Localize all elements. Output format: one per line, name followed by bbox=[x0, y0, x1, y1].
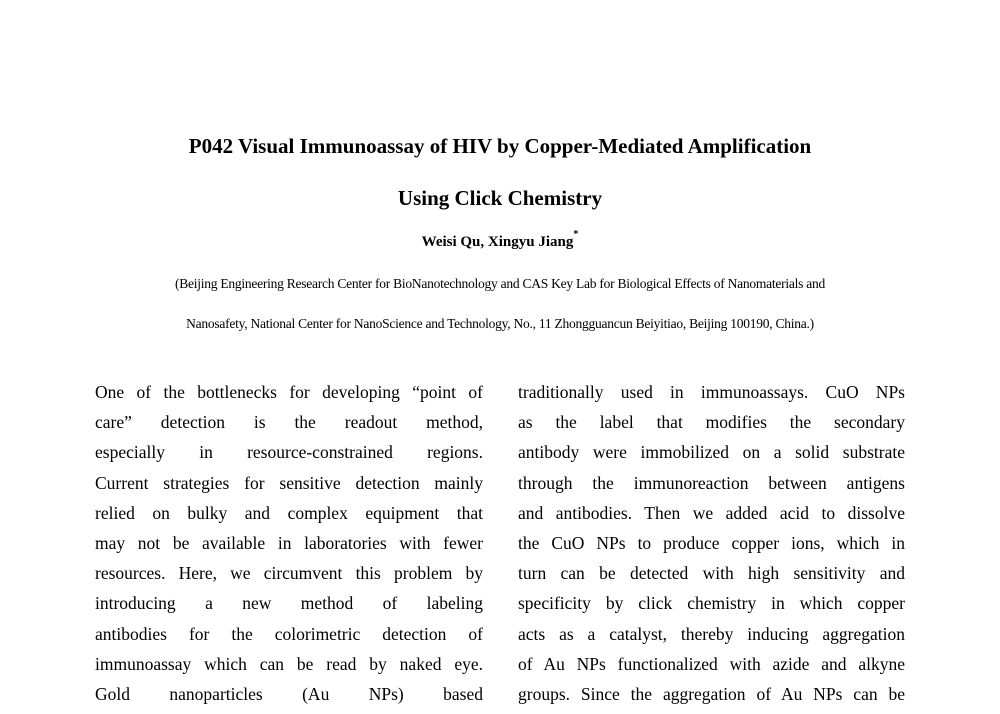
author-names: Weisi Qu, Xingyu Jiang bbox=[421, 234, 574, 250]
text-line: Gold nanoparticles (Au NPs) based bbox=[95, 683, 483, 704]
text-line: Current strategies for sensitive detection mainly bbox=[95, 472, 483, 493]
text-line: antibodies for the colorimetric detection of bbox=[95, 623, 483, 644]
body-column-right bbox=[518, 377, 905, 709]
text-line: resources. Here, we circumvent this problem by bbox=[95, 563, 483, 584]
text-line: acts as a catalyst, thereby inducing aggregation bbox=[518, 623, 905, 644]
affiliation-line-2: Nanosafety, National Center for NanoScience and Technology, No., 11 Zhongguancun Beiyitiao, Beijing 100190, China.) bbox=[186, 316, 814, 331]
text-line: the CuO NPs to produce copper ions, which in bbox=[518, 532, 905, 553]
text-line: introducing a new method of labeling bbox=[95, 593, 483, 614]
text-line: traditionally used in immunoassays. CuO NPs bbox=[518, 382, 905, 402]
text-line: groups. Since the aggregation of Au NPs can be bbox=[518, 683, 905, 704]
author-list bbox=[0, 229, 1000, 252]
text-line: may not be available in laboratories with fewer bbox=[95, 532, 483, 553]
body-column-left bbox=[95, 377, 483, 709]
text-line: turn can be detected with high sensitivity and bbox=[518, 563, 905, 584]
text-line: relied on bulky and complex equipment that bbox=[95, 502, 483, 523]
text-line: care” detection is the readout method, bbox=[95, 412, 483, 433]
text-line: especially in resource-constrained regions. bbox=[95, 442, 483, 463]
paper-title-line-1: P042 Visual Immunoassay of HIV by Copper-Mediated Amplification bbox=[188, 134, 812, 158]
corresponding-author-mark: * bbox=[573, 229, 579, 240]
paper-title-line-2: Using Click Chemistry bbox=[397, 186, 603, 210]
affiliation-line-1: (Beijing Engineering Research Center for BioNanotechnology and CAS Key Lab for Biological Effects of Nanomaterials and bbox=[175, 276, 825, 291]
text-line: of Au NPs functionalized with azide and alkyne bbox=[518, 653, 905, 674]
text-line: One of the bottlenecks for developing “point of bbox=[95, 382, 483, 402]
text-line: antibody were immobilized on a solid substrate bbox=[518, 442, 905, 463]
text-line: and antibodies. Then we added acid to dissolve bbox=[518, 502, 905, 523]
text-line: specificity by click chemistry in which copper bbox=[518, 593, 905, 614]
text-line: immunoassay which can be read by naked eye. bbox=[95, 653, 483, 674]
text-line: through the immunoreaction between antigens bbox=[518, 472, 905, 493]
text-line: as the label that modifies the secondary bbox=[518, 412, 905, 433]
